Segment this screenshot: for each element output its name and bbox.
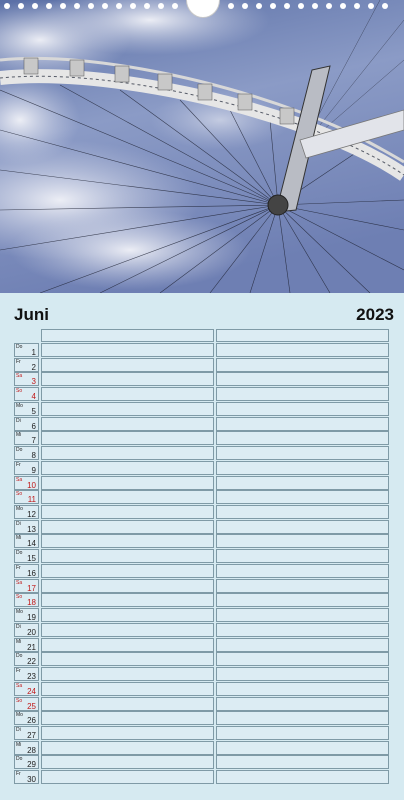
note-cell-2[interactable] [216,476,389,490]
binding-hole [130,3,136,9]
day-number: 21 [27,643,36,652]
weekday-label: Mi [16,742,22,748]
day-label-box [14,697,39,711]
day-number: 2 [31,363,36,372]
day-label-box [14,387,39,401]
day-number: 23 [27,672,36,681]
day-number: 11 [27,495,36,504]
binding-hole [242,3,248,9]
day-label-box [14,726,39,740]
binding-hole [368,3,374,9]
note-cell-2[interactable] [216,417,389,431]
note-cell-2[interactable] [216,490,389,504]
weekday-label: Do [16,344,23,350]
binding-hole [74,3,80,9]
day-number: 14 [27,539,36,548]
day-row [0,372,404,386]
day-row [0,476,404,490]
note-cell-1[interactable] [41,520,214,534]
note-cell-1[interactable] [41,593,214,607]
binding-hole [256,3,262,9]
day-label-box [14,417,39,431]
day-number: 8 [31,451,36,460]
binding-hole [32,3,38,9]
weekday-label: Do [16,447,23,453]
binding-hole [228,3,234,9]
day-number: 26 [27,716,36,725]
binding-hole [158,3,164,9]
note-cell-2[interactable] [216,431,389,445]
note-cell-1[interactable] [41,431,214,445]
day-row [0,652,404,666]
weekday-label: Fr [16,462,21,468]
binding-hole [102,3,108,9]
day-label-box [14,431,39,445]
day-row [0,697,404,711]
day-number: 20 [27,628,36,637]
note-cell-1[interactable] [41,446,214,460]
note-cell-2[interactable] [216,402,389,416]
day-row [0,402,404,416]
note-cell-1[interactable] [41,564,214,578]
weekday-label: So [16,491,23,497]
day-label-box [14,402,39,416]
column-header-box-1 [41,329,214,342]
day-row [0,387,404,401]
day-number: 18 [27,598,36,607]
day-row [0,549,404,563]
note-cell-2[interactable] [216,387,389,401]
day-label-box [14,755,39,769]
day-label-box [14,476,39,490]
note-cell-2[interactable] [216,638,389,652]
note-cell-1[interactable] [41,490,214,504]
note-cell-2[interactable] [216,446,389,460]
day-number: 3 [31,377,36,386]
note-cell-2[interactable] [216,711,389,725]
note-cell-1[interactable] [41,682,214,696]
day-row [0,726,404,740]
day-number: 27 [27,731,36,740]
note-cell-1[interactable] [41,534,214,548]
weekday-label: Sa [16,683,23,689]
note-cell-2[interactable] [216,579,389,593]
day-row [0,490,404,504]
day-label-box [14,770,39,784]
day-row [0,534,404,548]
note-cell-2[interactable] [216,343,389,357]
day-number: 19 [27,613,36,622]
note-cell-1[interactable] [41,770,214,784]
day-label-box [14,358,39,372]
note-cell-2[interactable] [216,667,389,681]
weekday-label: Sa [16,477,23,483]
weekday-label: Mi [16,639,22,645]
note-cell-2[interactable] [216,461,389,475]
day-row [0,638,404,652]
day-row [0,417,404,431]
note-cell-1[interactable] [41,505,214,519]
note-cell-1[interactable] [41,755,214,769]
binding-hole [354,3,360,9]
weekday-label: Mo [16,609,23,615]
day-number: 17 [27,584,36,593]
binding-hole [116,3,122,9]
binding-hole [340,3,346,9]
weekday-label: Sa [16,373,23,379]
day-label-box [14,667,39,681]
day-label-box [14,343,39,357]
day-number: 16 [27,569,36,578]
note-cell-2[interactable] [216,682,389,696]
day-label-box [14,711,39,725]
day-row [0,564,404,578]
note-cell-1[interactable] [41,638,214,652]
weekday-label: Mo [16,712,23,718]
day-number: 12 [27,510,36,519]
day-number: 6 [31,422,36,431]
note-cell-2[interactable] [216,549,389,563]
note-cell-1[interactable] [41,608,214,622]
note-cell-1[interactable] [41,358,214,372]
binding-hole [270,3,276,9]
note-cell-1[interactable] [41,343,214,357]
day-row [0,667,404,681]
weekday-label: Do [16,550,23,556]
note-cell-1[interactable] [41,623,214,637]
weekday-label: Mo [16,506,23,512]
weekday-label: Do [16,653,23,659]
note-cell-2[interactable] [216,505,389,519]
note-cell-1[interactable] [41,579,214,593]
day-number: 1 [31,348,36,357]
weekday-label: Di [16,727,21,733]
day-label-box [14,490,39,504]
note-cell-1[interactable] [41,402,214,416]
day-row [0,505,404,519]
day-number: 4 [31,392,36,401]
note-cell-2[interactable] [216,593,389,607]
column-header-box-2 [216,329,389,342]
note-cell-2[interactable] [216,520,389,534]
day-row [0,431,404,445]
binding-hole [144,3,150,9]
ferris-wheel-photo [0,0,404,293]
binding-hole [4,3,10,9]
day-number: 10 [27,481,36,490]
note-cell-2[interactable] [216,623,389,637]
note-cell-2[interactable] [216,534,389,548]
day-label-box [14,549,39,563]
day-number: 28 [27,746,36,755]
day-row [0,711,404,725]
day-row [0,343,404,357]
month-title: Juni [14,305,49,324]
day-row [0,461,404,475]
day-row [0,755,404,769]
day-label-box [14,682,39,696]
day-label-box [14,446,39,460]
binding-hole [18,3,24,9]
weekday-label: Sa [16,580,23,586]
day-label-box [14,652,39,666]
day-label-box [14,564,39,578]
day-number: 22 [27,657,36,666]
note-cell-1[interactable] [41,461,214,475]
day-number: 30 [27,775,36,784]
weekday-label: Di [16,418,21,424]
note-cell-2[interactable] [216,741,389,755]
weekday-label: Do [16,756,23,762]
weekday-label: Mi [16,535,22,541]
day-row [0,579,404,593]
note-cell-2[interactable] [216,372,389,386]
day-number: 15 [27,554,36,563]
day-label-box [14,593,39,607]
binding-hole [326,3,332,9]
binding-hole [46,3,52,9]
day-number: 9 [31,466,36,475]
day-number: 5 [31,407,36,416]
day-row [0,741,404,755]
note-cell-2[interactable] [216,608,389,622]
note-cell-1[interactable] [41,387,214,401]
note-cell-1[interactable] [41,697,214,711]
note-cell-2[interactable] [216,755,389,769]
day-label-box [14,461,39,475]
note-cell-2[interactable] [216,652,389,666]
weekday-label: Mo [16,403,23,409]
binding-hole [60,3,66,9]
note-cell-2[interactable] [216,564,389,578]
weekday-label: So [16,594,23,600]
note-cell-1[interactable] [41,549,214,563]
note-cell-2[interactable] [216,770,389,784]
day-row [0,446,404,460]
year-title: 2023 [356,305,394,324]
day-number: 29 [27,760,36,769]
binding-hole [88,3,94,9]
day-row [0,593,404,607]
binding-hole [312,3,318,9]
note-cell-1[interactable] [41,726,214,740]
note-cell-1[interactable] [41,711,214,725]
weekday-label: Fr [16,359,21,365]
day-row [0,682,404,696]
weekday-label: Fr [16,565,21,571]
day-row [0,520,404,534]
day-label-box [14,608,39,622]
day-row [0,623,404,637]
day-row [0,770,404,784]
binding-hole [382,3,388,9]
binding-hole [172,3,178,9]
note-cell-1[interactable] [41,741,214,755]
note-cell-1[interactable] [41,417,214,431]
binding-hole [298,3,304,9]
weekday-label: Mi [16,432,22,438]
note-cell-1[interactable] [41,476,214,490]
day-label-box [14,579,39,593]
day-label-box [14,638,39,652]
day-row [0,358,404,372]
weekday-label: Fr [16,668,21,674]
day-number: 13 [27,525,36,534]
day-label-box [14,741,39,755]
day-label-box [14,520,39,534]
day-row [0,608,404,622]
weekday-label: Fr [16,771,21,777]
weekday-label: So [16,698,23,704]
note-cell-2[interactable] [216,697,389,711]
note-cell-2[interactable] [216,358,389,372]
day-number: 24 [27,687,36,696]
day-number: 25 [27,702,36,711]
note-cell-2[interactable] [216,726,389,740]
note-cell-1[interactable] [41,667,214,681]
binding-hole [284,3,290,9]
note-cell-1[interactable] [41,652,214,666]
day-label-box [14,623,39,637]
day-label-box [14,534,39,548]
weekday-label: So [16,388,23,394]
day-label-box [14,505,39,519]
weekday-label: Di [16,624,21,630]
weekday-label: Di [16,521,21,527]
day-label-box [14,372,39,386]
note-cell-1[interactable] [41,372,214,386]
day-number: 7 [31,436,36,445]
